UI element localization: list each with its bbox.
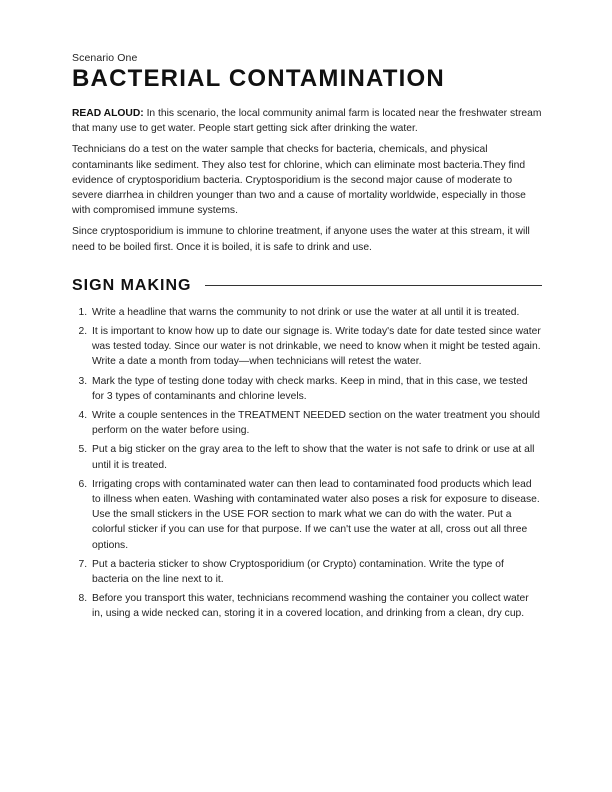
document-page xyxy=(72,52,542,626)
sign-making-heading: SIGN MAKING xyxy=(72,276,192,294)
step-item: 1. Write a headline that warns the community to not drink or use the water at all until it is treated. xyxy=(90,305,542,320)
step-item: 4. Write a couple sentences in the TREATMENT NEEDED section on the water treatment you should perform on the water before using. xyxy=(90,408,542,438)
step-item: 6. Irrigating crops with contaminated water can then lead to contaminated food products which lead to illness when eaten. Washing with contaminated water also poses a risk for exposure to disease. Use the small stickers in the USE FOR section to mark what we can do with the water. Put a colorful sticker if you can use for that purpose. If we can't use the water at all, cross out all three options. xyxy=(90,477,542,553)
step-item: 8. Before you transport this water, technicians recommend washing the container you collect water in, using a wide necked can, storing it in a covered location, and drinking from a clean, dry cup. xyxy=(90,591,542,621)
scenario-label: Scenario One xyxy=(72,52,138,64)
read-aloud-text: In this scenario, the local community animal farm is located near the freshwater stream that many use to get water. People start getting sick after drinking the water. xyxy=(72,108,542,135)
read-aloud-paragraph xyxy=(72,106,542,136)
page-title: BACTERIAL CONTAMINATION xyxy=(72,65,445,92)
step-item: 2. It is important to know how up to date our signage is. Write today's date for date tested since water was tested today. Since our water is not drinkable, we need to know when it might be tested again. Write a date a month from today—when technicians will retest the water. xyxy=(90,324,542,370)
step-item: 5. Put a big sticker on the gray area to the left to show that the water is not safe to drink or use at all until it is treated. xyxy=(90,442,542,472)
technicians-paragraph: Technicians do a test on the water sample that checks for bacteria, chemicals, and physical contaminants like sediment. They also test for chlorine, which can eliminate most bacteria.They find evidence of cryptosporidium bacteria. Cryptosporidium is the second major cause of moderate to severe diarrhea in children younger than two and a cause of mortality worldwide, especially in those with compromised immune systems. xyxy=(72,144,526,217)
sign-making-steps xyxy=(72,305,542,622)
step-item: 7. Put a bacteria sticker to show Cryptosporidium (or Crypto) contamination. Write the type of bacteria on the line next to it. xyxy=(90,557,542,587)
step-item: 3. Mark the type of testing done today with check marks. Keep in mind, that in this case, we tested for 3 types of contaminants and chlorine levels. xyxy=(90,374,542,404)
sign-making-header xyxy=(72,277,542,295)
read-aloud-label: READ ALOUD: xyxy=(72,108,144,119)
section-divider xyxy=(205,285,542,286)
boil-paragraph: Since cryptosporidium is immune to chlorine treatment, if anyone uses the water at this stream, it will need to be boiled first. Once it is boiled, it is safe to drink and use. xyxy=(72,226,530,253)
